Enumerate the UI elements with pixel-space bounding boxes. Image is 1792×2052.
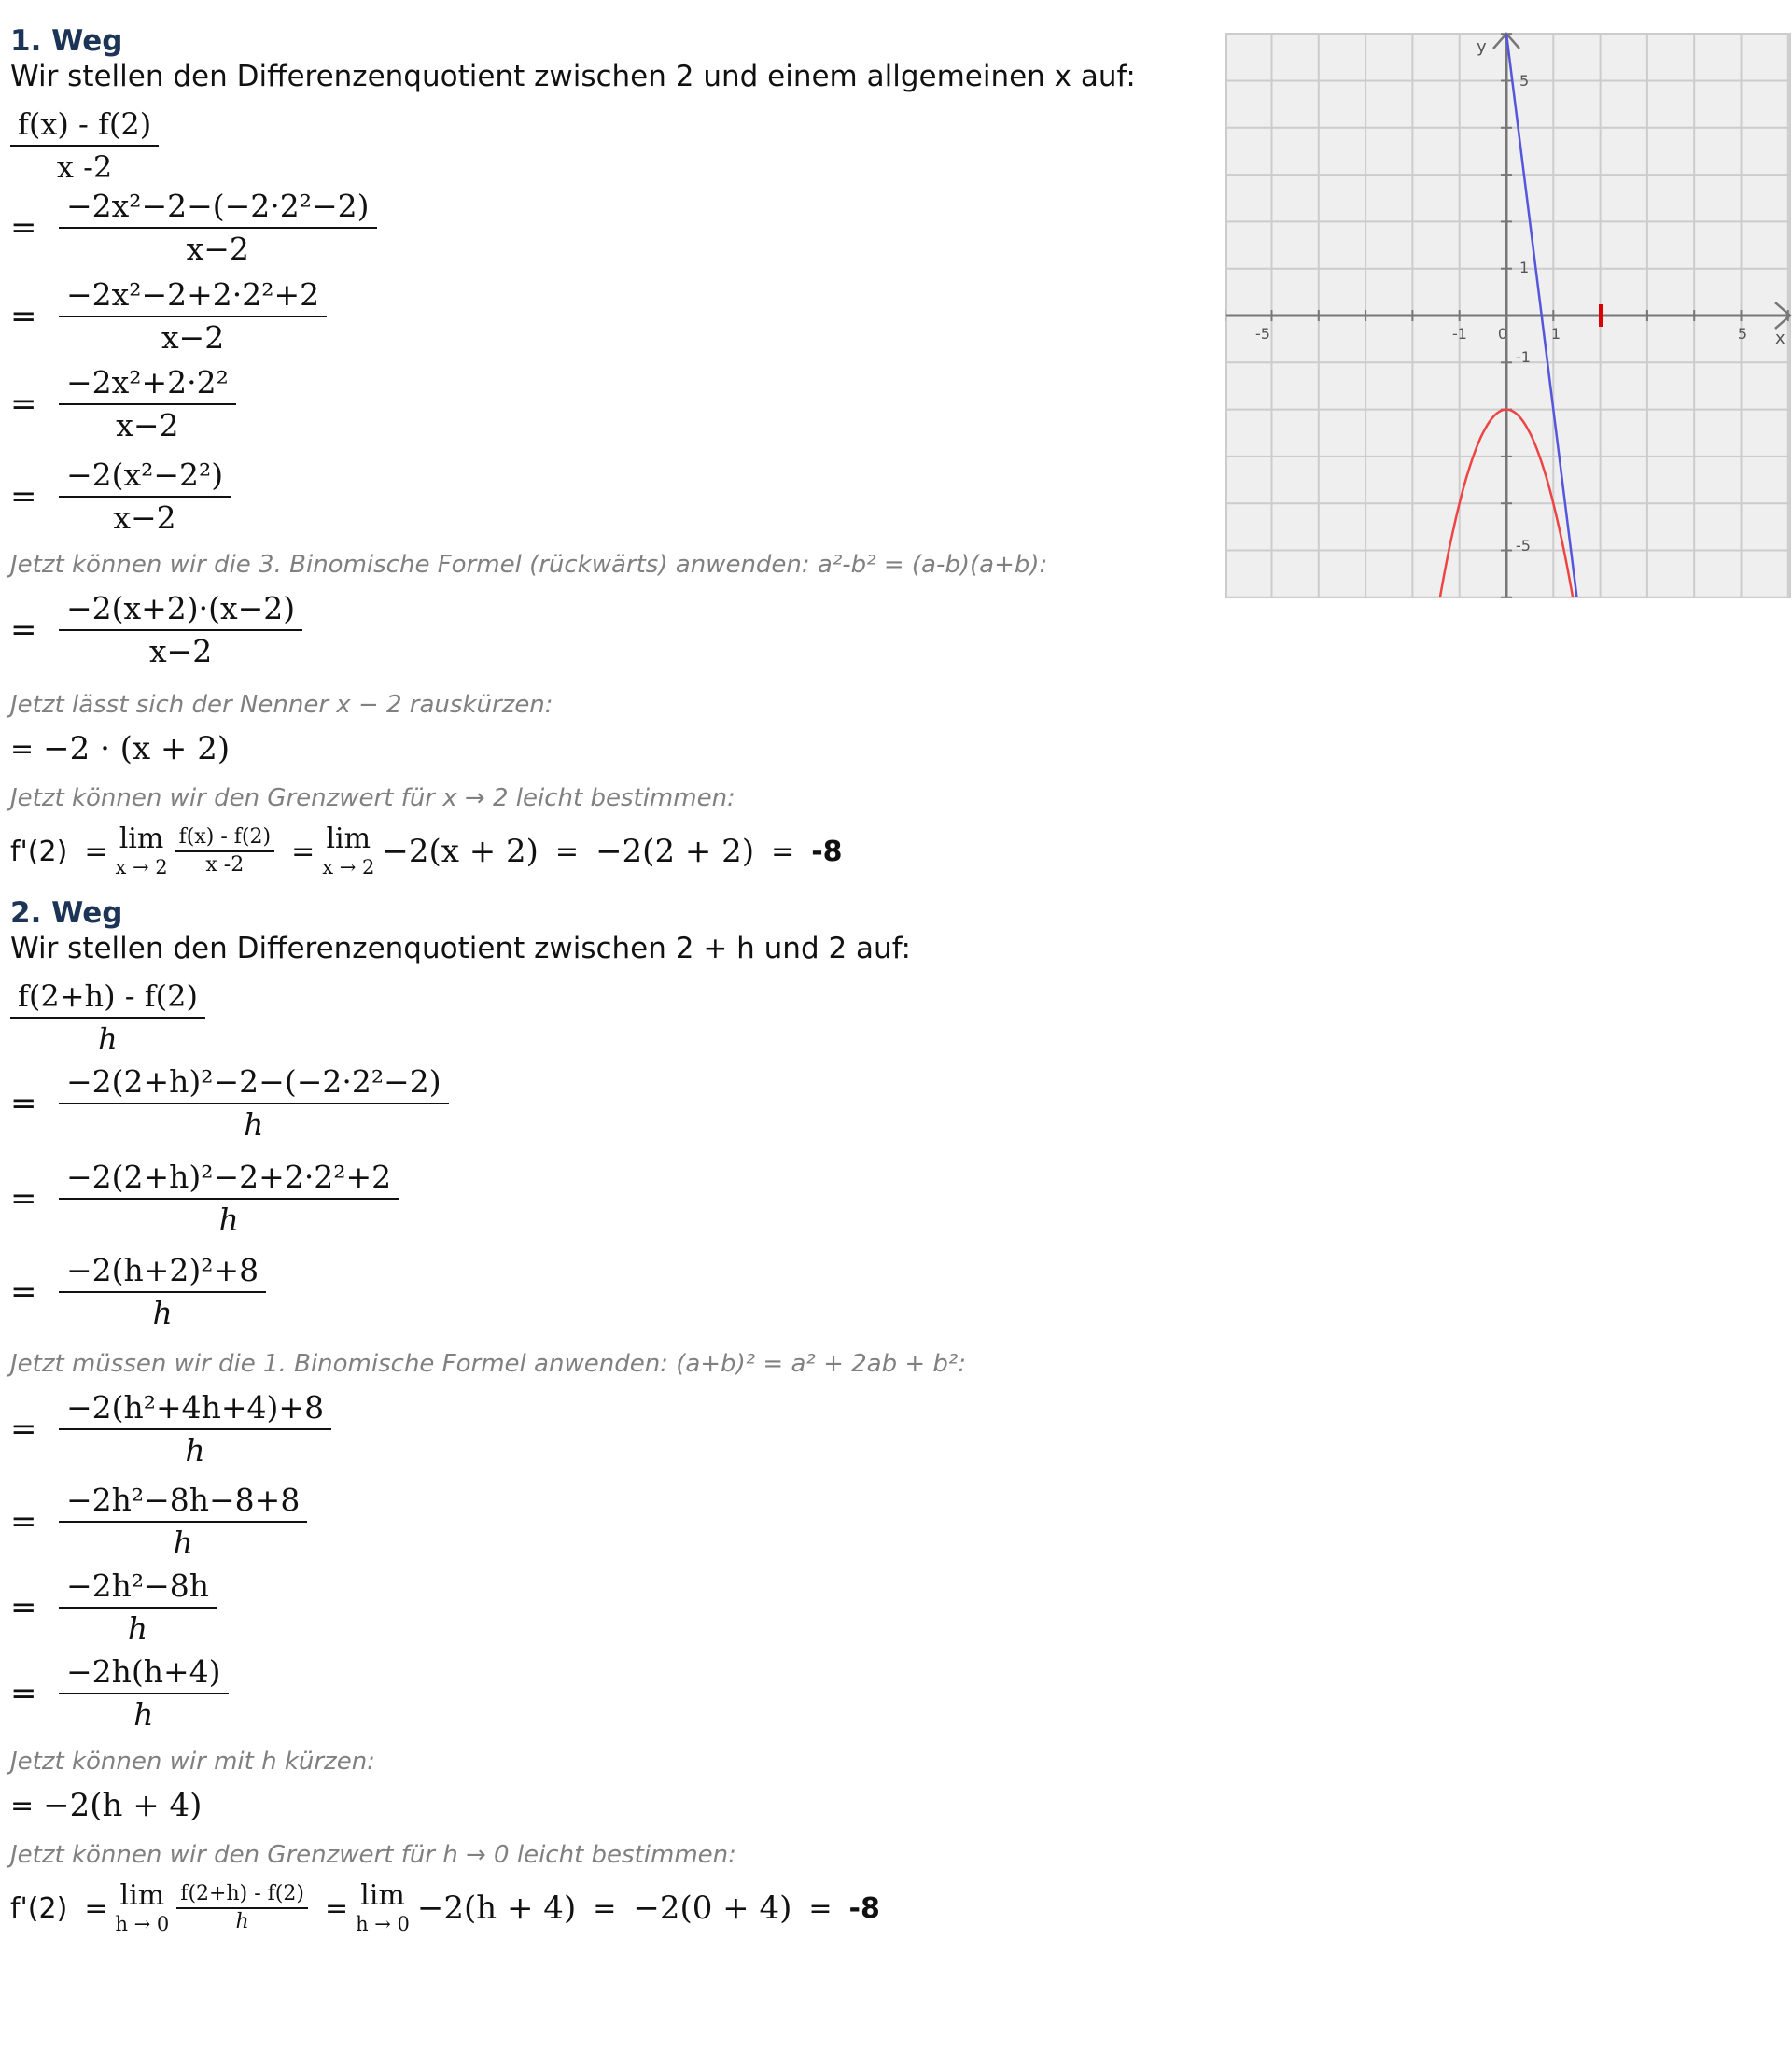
x-axis-label: x: [1775, 329, 1785, 348]
weg2-step-5: [10, 1479, 1158, 1565]
equals-sign: =: [10, 1589, 37, 1626]
weg2-note-kuerzen: Jetzt können wir mit h kürzen:: [10, 1748, 375, 1776]
weg1-step-1: [10, 183, 1158, 273]
weg2-step-2: [10, 1152, 1158, 1245]
fraction: $\frac{\text{−2h²−8h}}{h}$: [59, 1566, 217, 1650]
equals-sign: =: [593, 1891, 617, 1925]
equals-sign: =: [10, 1675, 37, 1712]
fraction: f(x) - f(2) x -2: [175, 824, 274, 878]
weg1-step-binom: [10, 581, 1158, 680]
equals-sign: =: [10, 1411, 37, 1448]
weg1-step-4: [10, 448, 1158, 545]
y-axis-label: y: [1477, 37, 1487, 57]
equals-sign: =: [554, 835, 580, 868]
weg1-intro: Wir stellen den Differenzenquotient zwischen 2 und einem allgemeinen x auf:: [10, 60, 1136, 93]
weg2-intro: Wir stellen den Differenzenquotient zwischen 2 + h und 2 auf:: [10, 932, 911, 965]
equals-sign: =: [10, 1503, 37, 1540]
fraction: $\frac{\text{−2(h+2)²+8}}{h}$: [59, 1250, 266, 1334]
fraction: $\frac{\text{−2x²+2·2²}}{x-2}$: [59, 362, 236, 446]
weg2-step-1: [10, 1055, 1158, 1152]
weg1-heading: 1. Weg: [10, 24, 123, 58]
weg2-note-binom: Jetzt müssen wir die 1. Binomische Formel anwenden: (a+b)² = a² + 2ab + b²:: [10, 1350, 967, 1378]
fraction: $\frac{\text{−2x²−2−(−2·2²−2)}}{x-2}$: [59, 186, 377, 270]
equals-sign: =: [324, 1891, 349, 1925]
fraction: $\frac{\text{−2(2+h)²−2−(−2·2²−2)}}{h}$: [59, 1061, 449, 1145]
tick-label-y-1: 1: [1519, 259, 1530, 276]
weg1-result: = −2 · (x + 2): [10, 730, 231, 767]
weg2-step-4: [10, 1380, 1158, 1479]
limit-operator: lim h → 0: [356, 1879, 410, 1935]
limit-operator: lim h → 0: [115, 1879, 170, 1935]
weg1-answer: -8: [811, 835, 843, 868]
equals-sign: =: [84, 835, 108, 868]
weg2-final: f'(2) = lim h → 0 f(2+h) - f(2) h = lim h → 0 −2(h + 4) = −2(0 + 4) = -8: [10, 1879, 880, 1935]
equals-sign: =: [10, 732, 35, 766]
tick-label-y-5: 5: [1519, 72, 1530, 90]
weg1-note-kuerzen: Jetzt lässt sich der Nenner x − 2 rauskürzen:: [10, 691, 553, 719]
weg1-note-limit: Jetzt können wir den Grenzwert für x → 2 leicht bestimmen:: [10, 784, 735, 812]
weg1-step-3: [10, 360, 1158, 448]
equals-sign: =: [10, 478, 37, 515]
weg2-step-6: [10, 1565, 1158, 1651]
equals-sign: =: [291, 835, 315, 868]
fraction: f(2+h) - f(2) h: [176, 1881, 308, 1935]
equals-sign: =: [10, 1085, 37, 1122]
limit-operator: lim x → 2: [322, 822, 375, 878]
equals-sign: =: [808, 1891, 833, 1925]
weg2-note-limit: Jetzt können wir den Grenzwert für h → 0 leicht bestimmen:: [10, 1841, 736, 1869]
equals-sign: =: [10, 1789, 35, 1822]
tick-label-x-1: 1: [1550, 325, 1561, 343]
weg1-step-2: [10, 273, 1158, 360]
weg2-difference-quotient: [10, 980, 1158, 1055]
weg2-heading: 2. Weg: [10, 896, 123, 930]
tick-label-y-neg1: -1: [1516, 348, 1531, 366]
weg1-final: f'(2) = lim x → 2 f(x) - f(2) x -2 = lim x → 2 −2(x + 2) = −2(2 + 2) = -8: [10, 822, 843, 878]
fraction: $\frac{\text{−2(x²−2²)}}{x-2}$: [59, 455, 231, 539]
fraction: f(x) - f(2) x -2: [10, 104, 159, 188]
tick-label-x-5: 5: [1737, 325, 1748, 343]
equals-sign: =: [84, 1891, 108, 1925]
equals-sign: =: [10, 1273, 37, 1311]
weg2-step-7: [10, 1651, 1158, 1736]
equals-sign: =: [10, 298, 37, 335]
tick-label-x-0: 0: [1497, 325, 1508, 343]
fraction: $\frac{\text{−2h²−8h−8+8}}{h}$: [59, 1480, 307, 1564]
equals-sign: =: [10, 1180, 37, 1217]
tick-label-x-neg5: -5: [1255, 325, 1270, 343]
tick-label-x-neg1: -1: [1452, 325, 1467, 343]
function-graph: [1225, 28, 1792, 607]
equals-sign: =: [10, 209, 37, 246]
fraction: f(2+h) - f(2) h: [10, 976, 205, 1060]
weg2-result: = −2(h + 4): [10, 1787, 203, 1824]
tick-label-y-neg5: -5: [1516, 537, 1531, 555]
equals-sign: =: [771, 835, 795, 868]
weg1-difference-quotient: [10, 108, 1158, 183]
weg2-answer: -8: [848, 1891, 880, 1925]
weg2-step-3: [10, 1245, 1158, 1339]
fraction: $\frac{-2h(h+4)}{h}$: [59, 1651, 229, 1736]
equals-sign: =: [10, 386, 37, 423]
equals-sign: =: [10, 611, 37, 649]
limit-operator: lim x → 2: [115, 822, 168, 878]
solution-content: [10, 24, 1158, 1946]
weg1-note-binom: Jetzt können wir die 3. Binomische Formel (rückwärts) anwenden: a²-b² = (a-b)(a+b):: [10, 551, 1048, 579]
fraction: $\frac{\text{−2x²−2+2·2²+2}}{x-2}$: [59, 274, 327, 358]
fraction: $\frac{-2(x+2)\cdot(x-2)}{x-2}$: [59, 588, 302, 672]
fraction: $\frac{\text{−2(2+h)²−2+2·2²+2}}{h}$: [59, 1157, 399, 1241]
fraction: $\frac{\text{−2(h²+4h+4)+8}}{h}$: [59, 1387, 331, 1471]
